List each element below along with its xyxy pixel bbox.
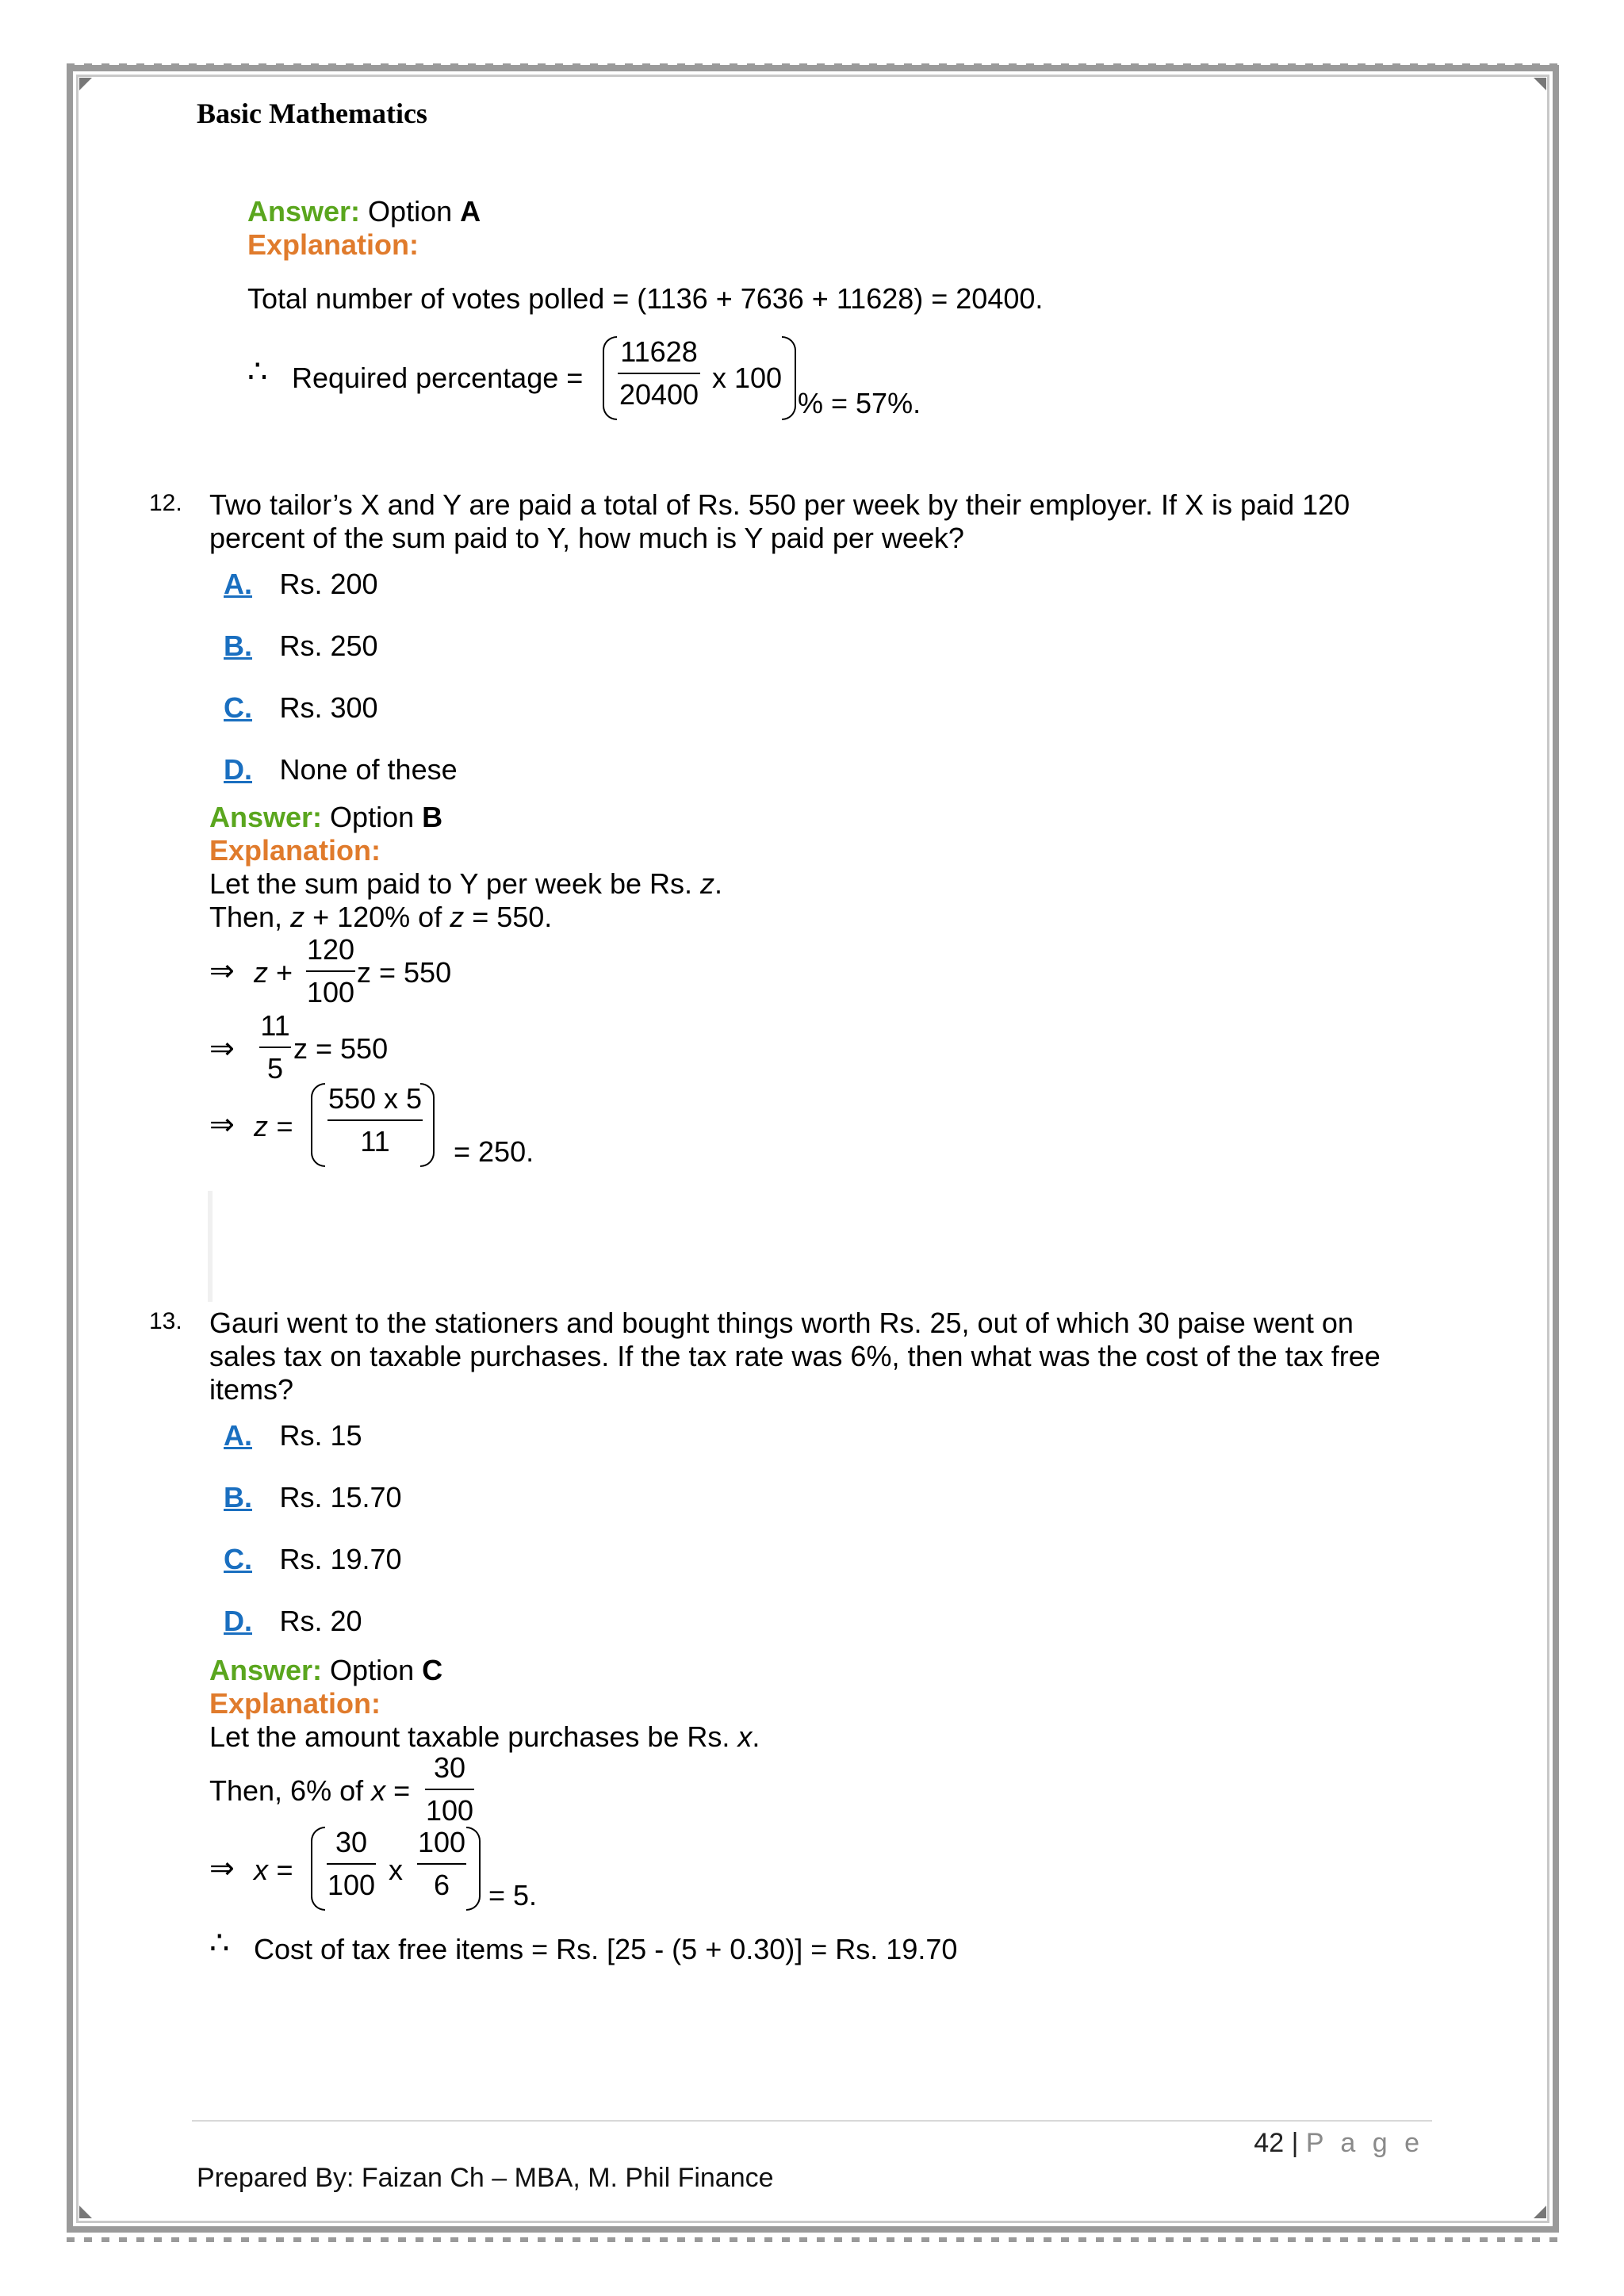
implies-arrow-icon: ⇒ bbox=[209, 1852, 235, 1885]
q13-step1-times: x bbox=[389, 1854, 403, 1886]
q11-fraction bbox=[615, 331, 703, 415]
page-number-value: 42 bbox=[1254, 2128, 1285, 2158]
q13-exp2-eq: = bbox=[385, 1774, 411, 1807]
q12-exp2-var1: z bbox=[290, 901, 305, 933]
q12-option-c-text: Rs. 300 bbox=[279, 691, 378, 724]
q11-fraction-denominator: 20400 bbox=[619, 378, 699, 411]
q13-question-line3: items? bbox=[209, 1373, 294, 1406]
q12-answer-label: Answer: bbox=[209, 801, 323, 833]
q12-step3-denominator: 11 bbox=[360, 1125, 390, 1158]
q13-step1-fraction-2 bbox=[416, 1822, 468, 1906]
q12-exp1-end: . bbox=[714, 867, 723, 900]
page-number bbox=[1254, 2128, 1424, 2159]
q12-question-line1: Two tailor’s X and Y are paid a total of Rs. 550 per week by their employer. If X is paid 120 bbox=[209, 488, 1350, 521]
q13-question-line2: sales tax on taxable purchases. If the tax rate was 6%, then what was the cost of the tax free bbox=[209, 1340, 1381, 1372]
q12-step1-plus: + bbox=[276, 956, 293, 989]
q12-step1-fraction bbox=[304, 929, 357, 1013]
q12-exp2-b: + 120% of bbox=[304, 901, 450, 933]
q12-option-b[interactable] bbox=[224, 629, 378, 663]
page-number-separator: | bbox=[1291, 2128, 1299, 2158]
q13-exp1-text: Let the amount taxable purchases be Rs. bbox=[209, 1720, 738, 1753]
corner-ornament-top-left bbox=[79, 78, 92, 90]
therefore-icon: ∴ bbox=[247, 354, 268, 389]
implies-arrow-icon: ⇒ bbox=[209, 955, 235, 988]
q12-step3-numerator: 550 x 5 bbox=[327, 1082, 423, 1115]
q12-option-a-text: Rs. 200 bbox=[279, 568, 378, 600]
q12-step1-right: z = 550 bbox=[357, 956, 452, 989]
q13-number: 13. bbox=[149, 1308, 182, 1334]
q12-step2-numerator: 11 bbox=[260, 1009, 290, 1042]
corner-ornament-bottom-right bbox=[1534, 2206, 1546, 2218]
q12-step3-result: = 250. bbox=[454, 1135, 534, 1168]
q12-exp1-var: z bbox=[700, 867, 715, 900]
q12-question-line2: percent of the sum paid to Y, how much is Y paid per week? bbox=[209, 522, 964, 554]
q12-step1-denominator: 100 bbox=[306, 976, 355, 1008]
q13-step1-f2-denominator: 6 bbox=[433, 1869, 450, 1901]
q12-number: 12. bbox=[149, 490, 182, 516]
q13-step1-left: x = bbox=[254, 1854, 293, 1886]
q13-answer-label: Answer: bbox=[209, 1654, 323, 1686]
q12-explanation-line1 bbox=[209, 867, 722, 901]
q11-times-100: x 100 bbox=[712, 362, 783, 394]
q12-option-word: Option bbox=[330, 801, 415, 833]
q12-option-d-text: None of these bbox=[279, 753, 458, 786]
q13-exp2-numerator: 30 bbox=[433, 1751, 466, 1784]
page-header-title: Basic Mathematics bbox=[197, 98, 427, 129]
q12-step3-left: z = bbox=[254, 1110, 293, 1142]
q13-step1-f1-denominator: 100 bbox=[327, 1869, 376, 1901]
q13-exp1-var: x bbox=[737, 1720, 753, 1753]
q12-step2-denominator: 5 bbox=[266, 1052, 284, 1085]
q13-option-d[interactable] bbox=[224, 1605, 362, 1638]
q13-exp2-denominator: 100 bbox=[425, 1794, 474, 1827]
q13-option-d-letter[interactable]: D. bbox=[224, 1605, 252, 1637]
q12-exp2-c: = 550. bbox=[464, 901, 553, 933]
q13-option-b-text: Rs. 15.70 bbox=[279, 1481, 402, 1513]
q13-explanation-line2 bbox=[209, 1774, 410, 1808]
q13-exp2-left: Then, 6% of bbox=[209, 1774, 372, 1807]
q13-question-line1: Gauri went to the stationers and bought things worth Rs. 25, out of which 30 paise went on bbox=[209, 1307, 1354, 1339]
q13-option-a[interactable] bbox=[224, 1419, 362, 1452]
q13-explanation-label: Explanation: bbox=[209, 1687, 381, 1720]
q13-step1-f2-numerator: 100 bbox=[417, 1826, 466, 1858]
corner-ornament-bottom-left bbox=[79, 2206, 92, 2218]
q12-step2-fraction bbox=[257, 1005, 293, 1089]
q13-option-word: Option bbox=[330, 1654, 415, 1686]
q13-option-a-letter[interactable]: A. bbox=[224, 1419, 252, 1452]
q12-step1-var bbox=[254, 956, 293, 989]
q12-step3-left-paren bbox=[311, 1083, 325, 1167]
q13-option-b-letter[interactable]: B. bbox=[224, 1481, 252, 1513]
q11-answer bbox=[247, 195, 481, 228]
q11-answer-letter: A bbox=[460, 195, 481, 228]
q12-explanation-label: Explanation: bbox=[209, 834, 381, 867]
q12-step2-right: z = 550 bbox=[293, 1032, 389, 1065]
q13-final-line: Cost of tax free items = Rs. [25 - (5 + 0.30)] = Rs. 19.70 bbox=[254, 1933, 958, 1965]
q11-percentage-label: Required percentage = bbox=[292, 362, 584, 394]
implies-arrow-icon: ⇒ bbox=[209, 1108, 235, 1142]
q12-step1-var-z: z bbox=[254, 956, 268, 989]
q13-option-a-text: Rs. 15 bbox=[279, 1419, 362, 1452]
q12-step3-right-paren bbox=[420, 1083, 435, 1167]
q12-answer-letter: B bbox=[422, 801, 443, 833]
q12-option-c-letter[interactable]: C. bbox=[224, 691, 252, 724]
q12-exp2-var2: z bbox=[450, 901, 465, 933]
q13-answer bbox=[209, 1654, 442, 1687]
q11-explanation-label: Explanation: bbox=[247, 228, 419, 261]
q12-step1-numerator: 120 bbox=[306, 933, 355, 966]
q13-exp2-var: x bbox=[371, 1774, 386, 1807]
q13-option-c-letter[interactable]: C. bbox=[224, 1543, 252, 1575]
footer-prepared-by: Prepared By: Faizan Ch – MBA, M. Phil Finance bbox=[197, 2163, 774, 2193]
q12-option-c[interactable] bbox=[224, 691, 378, 725]
q11-result: % = 57%. bbox=[798, 387, 921, 419]
q12-option-b-text: Rs. 250 bbox=[279, 629, 378, 662]
q12-option-d[interactable] bbox=[224, 753, 458, 786]
q12-option-a-letter[interactable]: A. bbox=[224, 568, 252, 600]
q13-step1-fraction-1 bbox=[325, 1822, 377, 1906]
q13-option-c[interactable] bbox=[224, 1543, 402, 1576]
q13-step1-right-paren bbox=[466, 1827, 481, 1911]
q12-option-d-letter[interactable]: D. bbox=[224, 753, 252, 786]
q13-step1-result: = 5. bbox=[488, 1879, 538, 1911]
q13-answer-letter: C bbox=[422, 1654, 443, 1686]
q13-explanation-line1 bbox=[209, 1720, 760, 1754]
q12-exp1-text: Let the sum paid to Y per week be Rs. bbox=[209, 867, 701, 900]
corner-ornament-top-right bbox=[1534, 78, 1546, 90]
therefore-icon: ∴ bbox=[209, 1926, 230, 1961]
q13-exp1-end: . bbox=[752, 1720, 760, 1753]
q11-answer-label: Answer: bbox=[247, 195, 361, 228]
page-word: P a g e bbox=[1305, 2128, 1424, 2158]
q11-fraction-numerator: 11628 bbox=[620, 335, 698, 368]
q12-option-b-letter[interactable]: B. bbox=[224, 629, 252, 662]
q11-option-word: Option bbox=[368, 195, 453, 228]
q12-step3-fraction bbox=[325, 1078, 425, 1162]
footer-divider bbox=[192, 2120, 1432, 2122]
q12-explanation-line2 bbox=[209, 901, 552, 934]
q13-option-d-text: Rs. 20 bbox=[279, 1605, 362, 1637]
q12-exp2-a: Then, bbox=[209, 901, 291, 933]
q13-step1-left-paren bbox=[311, 1827, 325, 1911]
faint-column-shade bbox=[208, 1191, 213, 1302]
q13-exp2-fraction bbox=[423, 1747, 476, 1831]
q11-votes-line: Total number of votes polled = (1136 + 7636 + 11628) = 20400. bbox=[247, 282, 1044, 315]
q12-answer bbox=[209, 801, 442, 834]
q11-right-paren bbox=[782, 336, 796, 420]
q13-option-b[interactable] bbox=[224, 1481, 402, 1514]
implies-arrow-icon: ⇒ bbox=[209, 1032, 235, 1066]
q13-option-c-text: Rs. 19.70 bbox=[279, 1543, 402, 1575]
bottom-dotted-border bbox=[67, 2237, 1559, 2242]
q12-option-a[interactable] bbox=[224, 568, 378, 601]
q13-step1-f1-numerator: 30 bbox=[335, 1826, 368, 1858]
